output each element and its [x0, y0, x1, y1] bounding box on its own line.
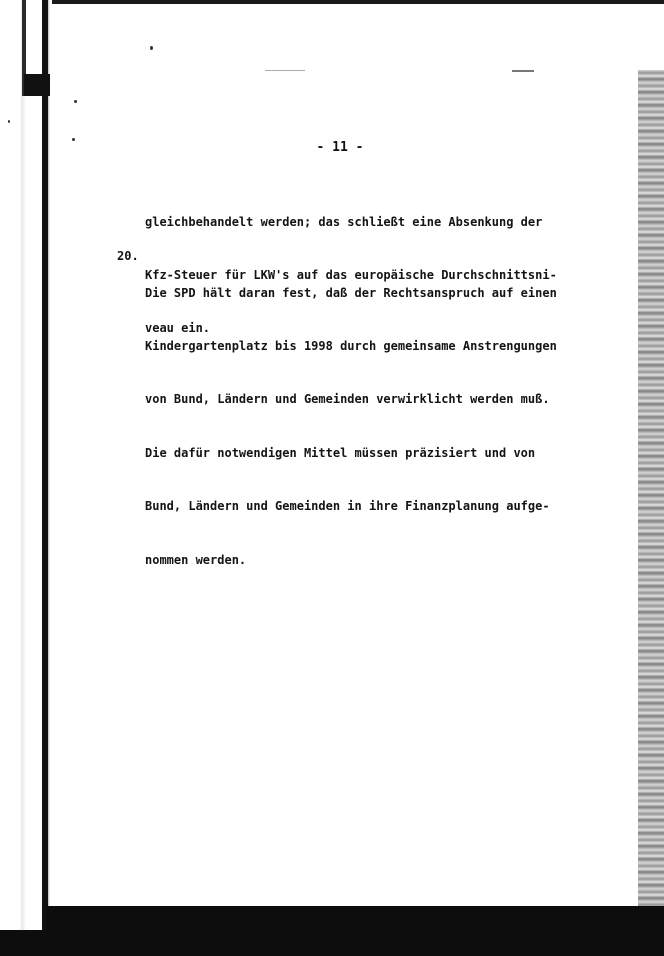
text-line: veau ein. [145, 321, 211, 336]
text-line: Kindergartenplatz bis 1998 durch gemeinsame Anstrengungen [145, 338, 557, 353]
scan-top-edge [0, 0, 664, 4]
scan-left-shadow [42, 0, 48, 936]
text-line: gleichbehandelt werden; das schließt eine Absenkung der [145, 214, 543, 229]
item-paragraph [145, 249, 557, 587]
scan-speck [8, 120, 10, 123]
item-number: 20. [117, 249, 139, 263]
text-line: Die dafür notwendigen Mittel müssen präzisiert und von [145, 445, 536, 460]
text-line: Kfz-Steuer für LKW's auf das europäische Durchschnittsni- [145, 267, 557, 282]
page-number: - 11 - [316, 140, 364, 155]
scan-speck [265, 70, 305, 71]
scan-right-edge [638, 70, 664, 956]
text-line: Bund, Ländern und Gemeinden in ihre Finanzplanung aufge- [145, 499, 550, 514]
scan-speck [150, 46, 153, 50]
text-line: von Bund, Ländern und Gemeinden verwirklicht werden muß. [145, 392, 550, 407]
scan-bottom-left [0, 930, 46, 956]
text-line: nommen werden. [145, 552, 247, 567]
text-line: Die SPD hält daran fest, daß der Rechtsanspruch auf einen [145, 285, 557, 300]
scan-speck [74, 100, 77, 103]
scan-speck [512, 70, 534, 72]
scan-speck [72, 138, 75, 141]
scan-bottom-band [46, 906, 664, 956]
